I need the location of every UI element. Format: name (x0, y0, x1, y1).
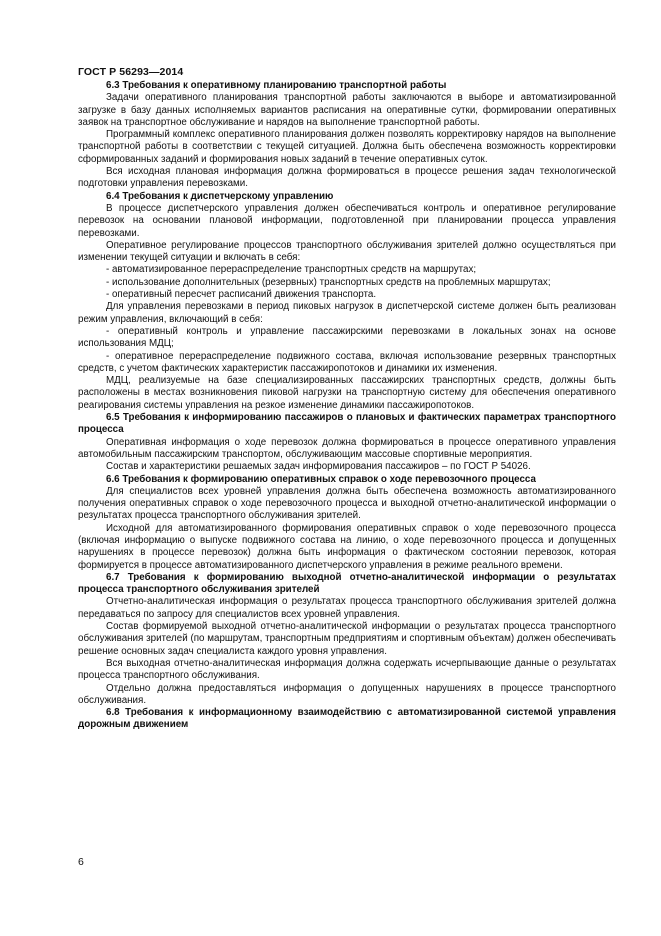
section-heading-6-8: 6.8 Требования к информационному взаимодействию с автоматизированной системой управления дорожным движением (78, 707, 616, 731)
document-header: ГОСТ Р 56293—2014 (78, 66, 184, 78)
paragraph: Вся исходная плановая информация должна формироваться в процессе решения задач технологической подготовки управления перевозками. (78, 166, 616, 190)
section-heading-6-5: 6.5 Требования к информированию пассажиров о плановых и фактических параметрах транспортного процесса (78, 412, 616, 436)
paragraph: Для управления перевозками в период пиковых нагрузок в диспетчерской системе должен быть реализован режим управления, включающий в себя: (78, 301, 616, 325)
paragraph: МДЦ, реализуемые на базе специализированных пассажирских транспортных средств, должны быть расположены в местах возникновения пиковой нагрузки на транспортную систему для обеспечения оперативного реагирования системы управления на резкое изменение динамики пассажиропотоков. (78, 375, 616, 411)
list-item: - оперативный контроль и управление пассажирскими перевозками в локальных зонах на основе использования МДЦ; (78, 325, 616, 350)
paragraph: Вся выходная отчетно-аналитическая информация должна содержать исчерпывающие данные о результатах процесса транспортного обслуживания. (78, 657, 616, 682)
section-heading-6-7: 6.7 Требования к формированию выходной отчетно-аналитической информации о результатах процесса транспортного обслуживания зрителей (78, 571, 616, 596)
paragraph: Состав формируемой выходной отчетно-аналитической информации о результатах процесса транспортного обслуживания зрителей (по маршрутам, транспортным предприятиям и спортивным объектам) должен обеспечивать решение основных задач специалиста каждого уровня управления. (78, 621, 616, 657)
section-heading-6-6: 6.6 Требования к формированию оперативных справок о ходе перевозочного процесса (106, 473, 536, 485)
paragraph: Исходной для автоматизированного формирования оперативных справок о ходе перевозочного процесса (включая информацию о выпуске подвижного состава на линию, о ходе перевозочного процесса и допущенных нарушениях в процессе перевозок) должна быть информация о фактическом состоянии перевозок, которая формируется в процессе автоматизированного диспетчерского управления в режиме реального времени. (78, 522, 616, 571)
paragraph: Состав и характеристики решаемых задач информирования пассажиров – по ГОСТ Р 54026. (106, 461, 531, 473)
list-item: - оперативное перераспределение подвижного состава, включая использование резервных транспортных средств, с учетом фактических характеристик пассажиропотоков и динамики их изменения. (78, 350, 616, 374)
paragraph: Отдельно должна предоставляться информация о допущенных нарушениях в процессе транспортного обслуживания. (78, 682, 616, 706)
paragraph: Оперативная информация о ходе перевозок должна формироваться в процессе оперативного управления автомобильным пассажирским транспортом, обслуживающим массовые спортивные мероприятия. (78, 436, 616, 460)
paragraph: Для специалистов всех уровней управления должна быть обеспечена возможность автоматизированного получения оперативных справок о ходе перевозочного процесса и выходной отчетно-аналитической информации о результатах процесса транспортного обслуживания зрителей. (78, 485, 616, 522)
page-number: 6 (78, 856, 84, 868)
list-item: - оперативный пересчет расписаний движения транспорта. (106, 289, 377, 301)
paragraph: Оперативное регулирование процессов транспортного обслуживания зрителей должно осуществляться при изменении текущей ситуации и включать в себя: (78, 239, 616, 264)
paragraph: Программный комплекс оперативного планирования должен позволять корректировку нарядов на выполнение транспортной работы в соответствии с текущей ситуацией. Должна быть обеспечена возможность корректировки сформированных заданий и формирования новых заданий в течение оперативных суток. (78, 129, 616, 165)
list-item: - использование дополнительных (резервных) транспортных средств на проблемных маршрутах; (106, 276, 551, 288)
paragraph: Задачи оперативного планирования транспортной работы заключаются в выборе и автоматизированной загрузке в базу данных исполняемых вариантов расписания на оперативные сутки, формировании оперативных заявок на транспортное обслуживание и нарядов на выполнение транспортной работы. (78, 92, 616, 128)
paragraph: Отчетно-аналитическая информация о результатах процесса транспортного обслуживания зрителей должна передаваться по запросу для специалистов всех уровней управления. (78, 596, 616, 620)
paragraph: В процессе диспетчерского управления должен обеспечиваться контроль и оперативное регулирование перевозок на основании плановой информации, подготовленной при планировании процесса управления перевозками. (78, 202, 616, 239)
list-item: - автоматизированное перераспределение транспортных средств на маршрутах; (106, 264, 477, 276)
section-heading-6-3: 6.3 Требования к оперативному планированию транспортной работы (106, 80, 447, 91)
section-heading-6-4: 6.4 Требования к диспетчерскому управлению (106, 190, 334, 202)
document-body (78, 80, 616, 732)
